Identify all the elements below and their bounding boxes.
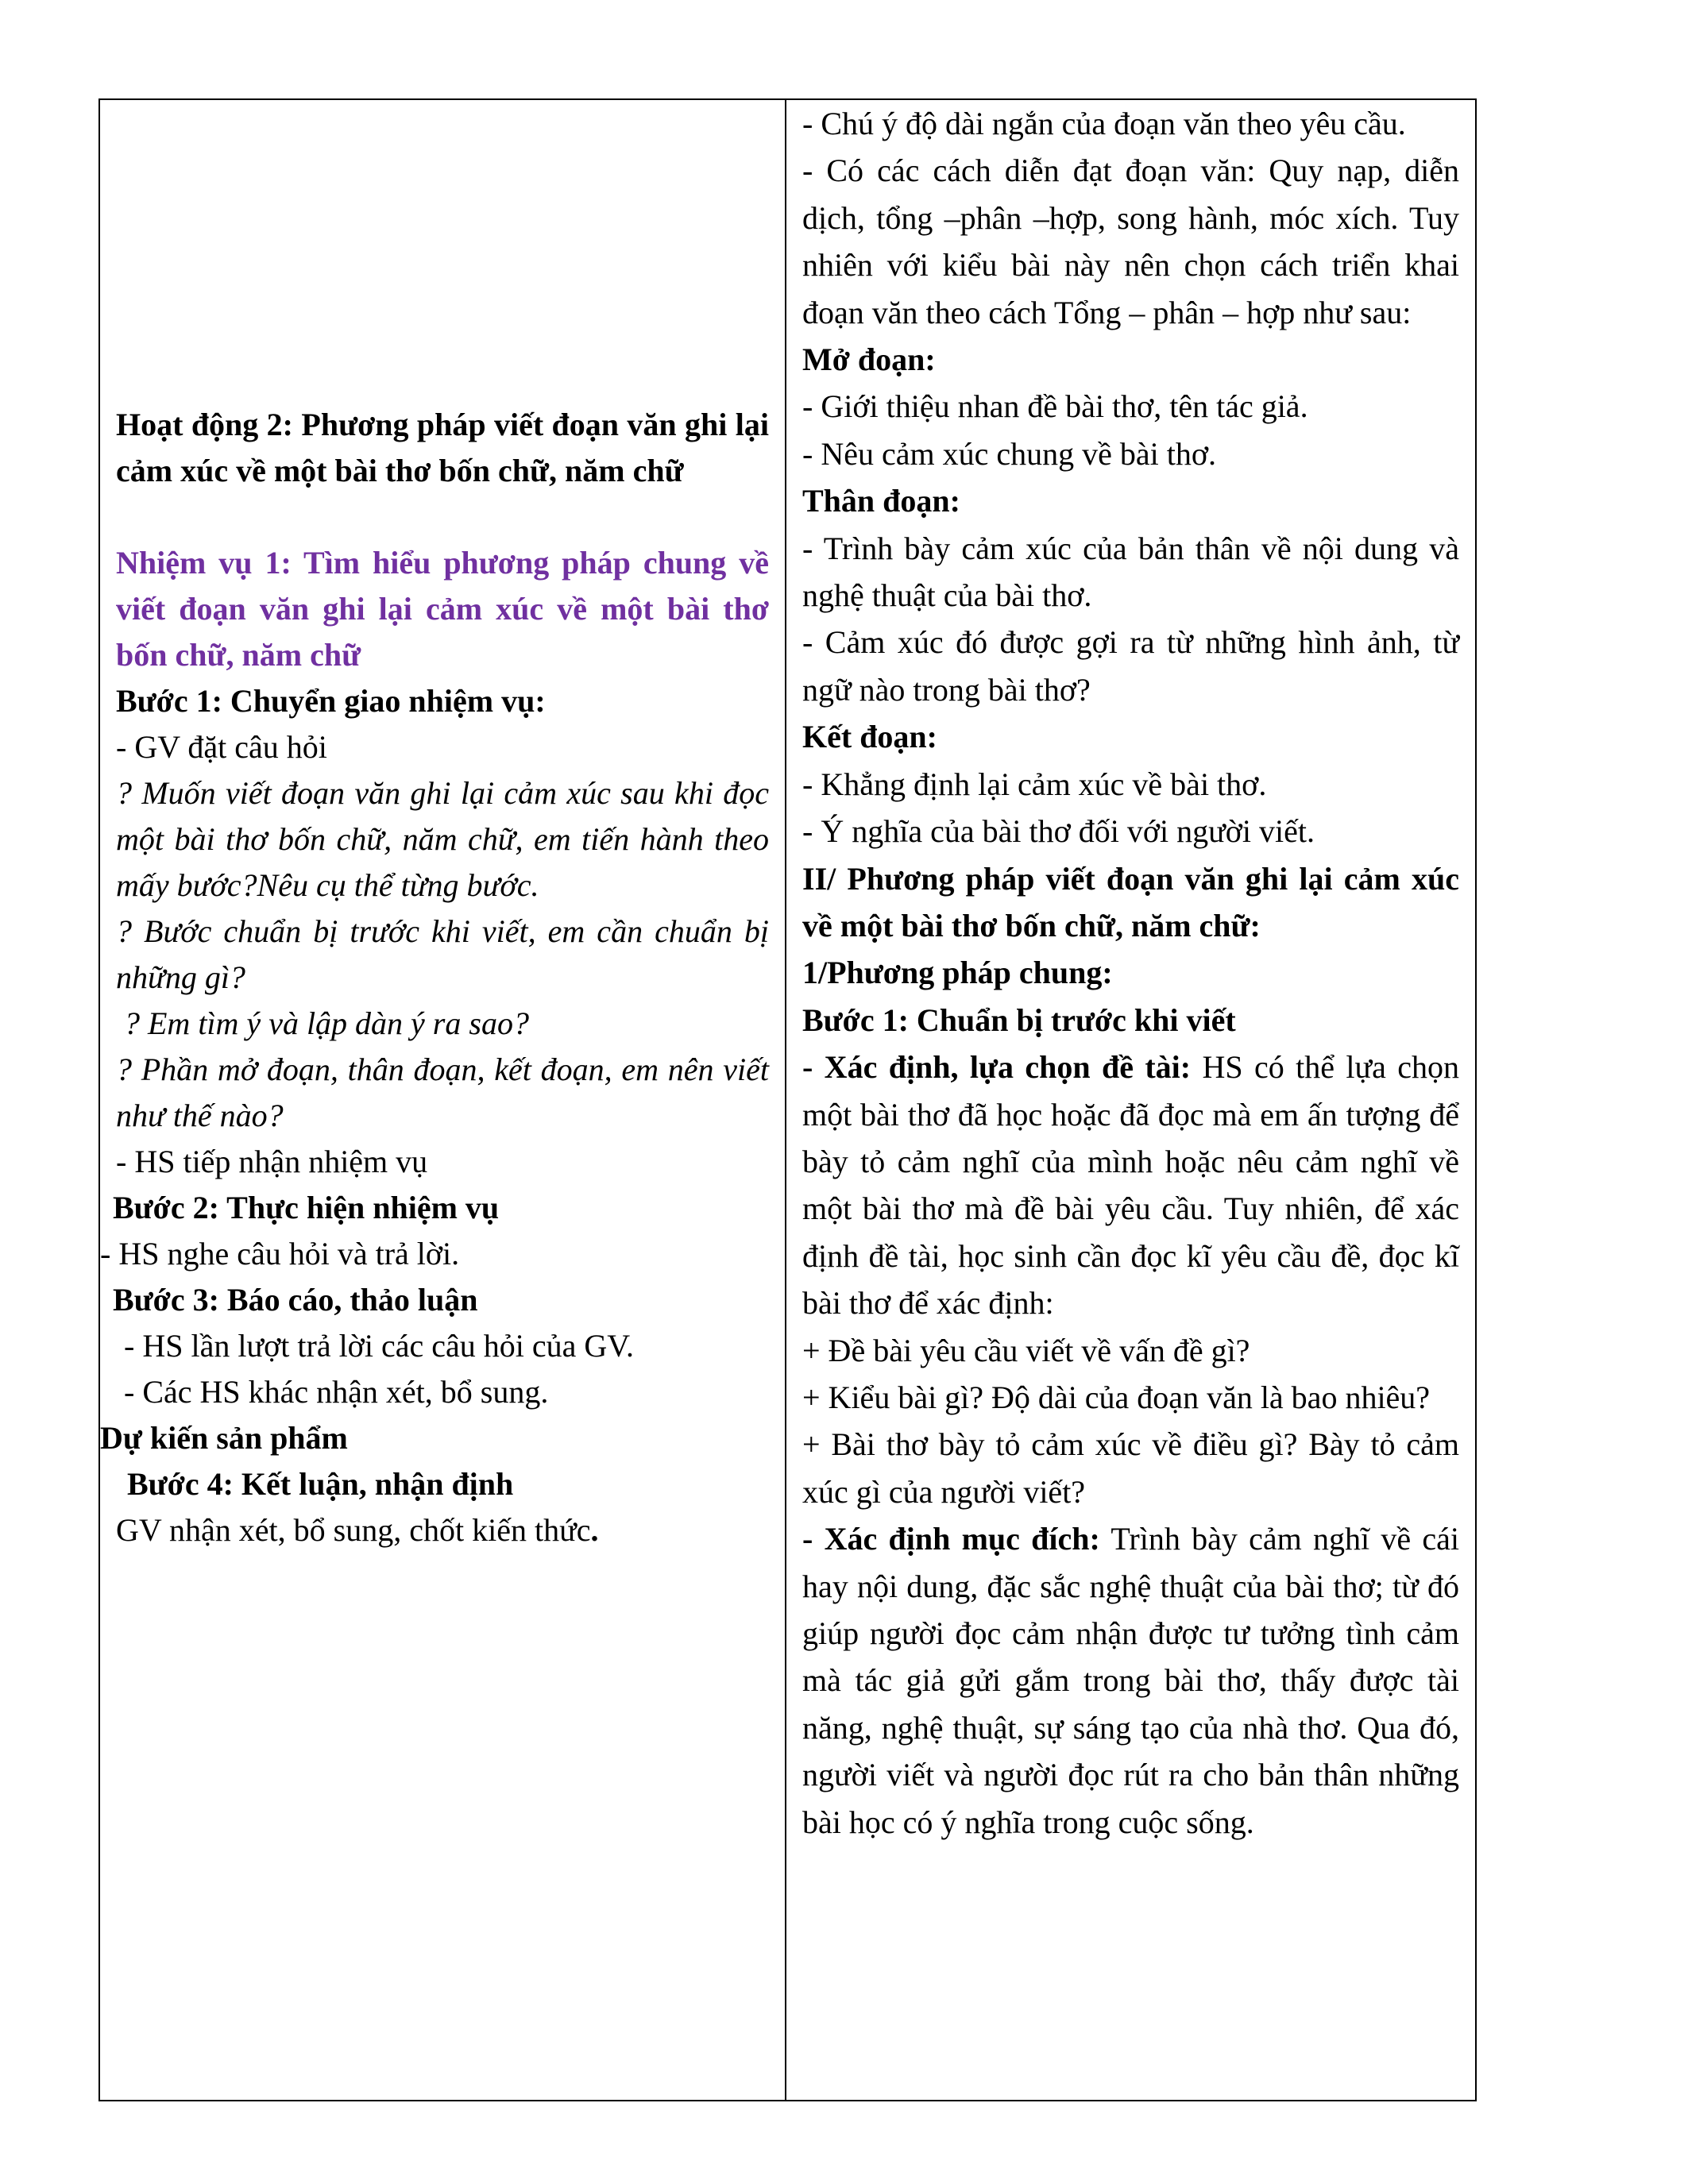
prep-step-title: Bước 1: Chuẩn bị trước khi viết xyxy=(802,1001,1236,1038)
mo-doan-1: - Giới thiệu nhan đề bài thơ, tên tác giả. xyxy=(802,388,1308,425)
question-2: ? Bước chuẩn bị trước khi viết, em cần chuẩn bị những gì? xyxy=(116,913,769,995)
section-title: II/ Phương pháp viết đoạn văn ghi lại cảm xúc về một bài thơ bốn chữ, năm chữ: xyxy=(802,860,1459,943)
lesson-table xyxy=(98,98,1477,2101)
mo-doan-title: Mở đoạn: xyxy=(802,341,936,378)
activity-column xyxy=(100,100,786,2100)
sub-title: 1/Phương pháp chung: xyxy=(802,955,1113,991)
purpose-label: - Xác định mục đích: xyxy=(802,1521,1100,1557)
hs-receive: - HS tiếp nhận nhiệm vụ xyxy=(116,1144,428,1179)
than-doan-1: - Trình bày cảm xúc của bản thân về nội dung và nghệ thuật của bài thơ. xyxy=(802,530,1459,614)
step2-title: Bước 2: Thực hiện nhiệm vụ xyxy=(113,1190,500,1225)
question-3: ? Em tìm ý và lập dàn ý ra sao? xyxy=(116,1005,529,1041)
step3-line-a: - HS lần lượt trả lời các câu hỏi của GV. xyxy=(116,1328,634,1364)
topic-text: HS có thể lựa chọn một bài thơ đã học hoặc đã đọc mà em ấn tượng để bày tỏ cảm nghĩ của mình hoặc nêu cảm nghĩ về một bài thơ mà đề bài yêu cầu. Tuy nhiên, để xác định đề tài, học sinh cần đọc kĩ yêu cầu đề, đọc kĩ bài thơ để xác định: xyxy=(802,1049,1459,1322)
check-2: + Kiểu bài gì? Độ dài của đoạn văn là bao nhiêu? xyxy=(802,1379,1431,1415)
topic-paragraph xyxy=(802,1044,1459,1326)
blank-line xyxy=(116,494,769,540)
step4-title: Bước 4: Kết luận, nhận định xyxy=(127,1466,514,1502)
task-title: Nhiệm vụ 1: Tìm hiểu phương pháp chung về viết đoạn văn ghi lại cảm xúc về một bài thơ bốn chữ, năm chữ xyxy=(116,545,769,673)
question-1: ? Muốn viết đoạn văn ghi lại cảm xúc sau khi đọc một bài thơ bốn chữ, năm chữ, em tiến hành theo mấy bước?Nêu cụ thể từng bước. xyxy=(116,775,769,903)
step4-text xyxy=(116,1507,769,1553)
than-doan-title: Thân đoạn: xyxy=(802,483,960,519)
product-title: Dự kiến sản phẩm xyxy=(100,1420,348,1456)
ket-doan-1: - Khẳng định lại cảm xúc về bài thơ. xyxy=(802,766,1267,802)
step1-title: Bước 1: Chuyển giao nhiệm vụ: xyxy=(116,683,546,719)
than-doan-2: - Cảm xúc đó được gợi ra từ những hình ảnh, từ ngữ nào trong bài thơ? xyxy=(802,624,1459,708)
ket-doan-title: Kết đoạn: xyxy=(802,719,937,755)
question-4: ? Phần mở đoạn, thân đoạn, kết đoạn, em nên viết như thế nào? xyxy=(116,1051,769,1133)
purpose-paragraph xyxy=(802,1515,1459,1846)
check-1: + Đề bài yêu cầu viết về vấn đề gì? xyxy=(802,1332,1250,1368)
content-column xyxy=(786,100,1475,2100)
mo-doan-2: - Nêu cảm xúc chung về bài thơ. xyxy=(802,435,1216,472)
activity-heading: Hoạt động 2: Phương pháp viết đoạn văn ghi lại cảm xúc về một bài thơ bốn chữ, năm chữ xyxy=(116,407,769,488)
check-3: + Bài thơ bày tỏ cảm xúc về điều gì? Bày tỏ cảm xúc gì của người viết? xyxy=(802,1426,1459,1510)
purpose-text: Trình bày cảm nghĩ về cái hay nội dung, đặc sắc nghệ thuật của bài thơ; từ đó giúp người đọc cảm nhận được tư tưởng tình cảm mà tác giả gửi gắm trong bài thơ, thấy được tài năng, nghệ thuật, sự sáng tạo của nhà thơ. Qua đó, người viết và người đọc rút ra cho bản thân những bài học có ý nghĩa trong cuộc sống. xyxy=(802,1521,1459,1840)
step2-text: - HS nghe câu hỏi và trả lời. xyxy=(100,1236,460,1271)
step3-line-b: - Các HS khác nhận xét, bổ sung. xyxy=(116,1374,549,1410)
ket-doan-2: - Ý nghĩa của bài thơ đối với người viết. xyxy=(802,813,1315,850)
note-methods: - Có các cách diễn đạt đoạn văn: Quy nạp, diễn dịch, tổng –phân –hợp, song hành, móc xích. Tuy nhiên với kiểu bài này nên chọn cách triển khai đoạn văn theo cách Tổng – phân – hợp như sau: xyxy=(802,152,1459,330)
topic-label: - Xác định, lựa chọn đề tài: xyxy=(802,1049,1192,1086)
note-length: - Chú ý độ dài ngắn của đoạn văn theo yêu cầu. xyxy=(802,106,1406,141)
top-spacing xyxy=(116,100,769,402)
gv-ask: - GV đặt câu hỏi xyxy=(116,729,327,765)
step4-text-end: . xyxy=(590,1512,599,1548)
step3-title: Bước 3: Báo cáo, thảo luận xyxy=(113,1282,478,1318)
step4-text-body: GV nhận xét, bổ sung, chốt kiến thức xyxy=(116,1512,591,1548)
